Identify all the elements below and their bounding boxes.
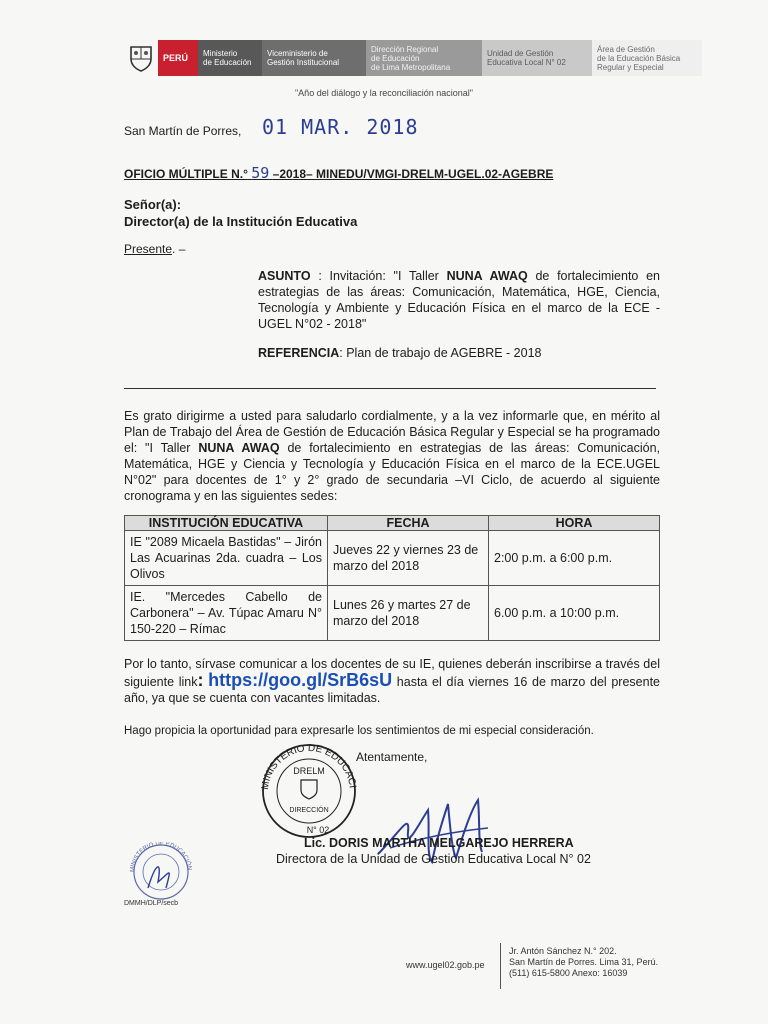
- ministry-block: Ministerio de Educación: [198, 40, 262, 76]
- body-paragraph-1: Es grato dirigirme a usted para saludarlo cordialmente, y a la vez informarle que, en mérito al Plan de Trabajo del Área de Gestión de Educación Básica Regular y Especial se ha programado el: "I Taller NUNA AWAQ de fortalecimiento en estrategias de las áreas: Comunicación, Matemática, HGE y Ciencia y Tecnología y Educación Física en el marco de la ECE.UGEL N°02" para docentes de 1° y 2° grado de secundaria –VI Ciclo, de acuerdo al siguiente cronograma y en las siguientes sedes:: [124, 409, 661, 503]
- regional-direction-block: Dirección Regional de Educación de Lima Metropolitana: [366, 40, 482, 76]
- salutation: Presente. –: [124, 242, 186, 256]
- body-paragraph-3: Hago propicia la oportunidad para expresarle los sentimientos de mi especial consideración.: [124, 725, 594, 737]
- subject-label: ASUNTO: [258, 269, 311, 283]
- table-header-row: [125, 516, 660, 531]
- vice-ministry-block: Viceministerio de Gestión Institucional: [262, 40, 366, 76]
- website[interactable]: www.ugel02.gob.pe: [406, 960, 485, 970]
- document-reference: OFICIO MÚLTIPLE N.° 59 –2018– MINEDU/VMGI-DRELM-UGEL.02-AGEBRE: [124, 164, 554, 182]
- date-stamp: 01 MAR. 2018: [262, 115, 419, 139]
- initials: DMMH/DLP/secb: [124, 900, 179, 907]
- subject-block: ASUNTO : Invitación: "I Taller NUNA AWAQ de fortalecimiento en estrategias de las áreas: Comunicación, Matemática, HGE, Ciencia, Tecnología y Ambiente y Educación Física en el marco de la ECE -UGEL N°02 - 2018": [258, 269, 661, 331]
- area-block: Área de Gestión de la Educación Básica Regular y Especial: [592, 40, 702, 76]
- table-row: IE. "Mercedes Cabello de Carbonera" – Av. Túpac Amaru N° 150-220 – Rímac Lunes 26 y martes 27 de marzo del 2018 6.00 p.m. a 10:00 p.m.: [125, 586, 660, 641]
- oficio-number: 59: [251, 164, 270, 182]
- year-motto: "Año del diálogo y la reconciliación nacional": [294, 88, 473, 98]
- official-seal: [254, 742, 364, 845]
- institutional-header: [124, 40, 702, 76]
- svg-text:MINISTERIO DE EDUCACIÓN: MINISTERIO DE EDUCACI: [259, 742, 358, 791]
- body-paragraph-2: Por lo tanto, sírvase comunicar a los docentes de su IE, quienes deberán inscribirse a través del siguiente link: https://goo.gl/SrB6sU hasta el día viernes 16 de marzo del presente año, ya que se cuenta con vacantes limitadas.: [124, 657, 660, 705]
- svg-text:MINISTERIO DE EDUCACIÓN: MINISTERIO DE EDUCACIÓN: [129, 842, 193, 873]
- signer-name: Lic. DORIS MARTHA MELGAREJO HERRERA: [304, 836, 574, 850]
- registration-link[interactable]: https://goo.gl/SrB6sU: [208, 670, 393, 690]
- divider: [124, 388, 656, 389]
- svg-text:N° 02: N° 02: [306, 825, 330, 835]
- ugel-block: Unidad de Gestión Educativa Local N° 02: [482, 40, 592, 76]
- place-line: San Martín de Porres,: [124, 124, 242, 138]
- closing: Atentamente,: [356, 750, 428, 764]
- col-header-time: HORA: [489, 516, 660, 531]
- address-block: Jr. Antón Sánchez N.° 202. San Martín de Porres. Lima 31, Perú. (511) 615-5800 Anexo: 16039: [509, 946, 659, 978]
- table-row: IE "2089 Micaela Bastidas" – Jirón Las Acuarinas 2da. cuadra – Los Olivos Jueves 22 y viernes 23 de marzo del 2018 2:00 p.m. a 6:00 p.m.: [125, 531, 660, 586]
- peru-coat-of-arms-icon: [124, 40, 158, 76]
- recipient: Señor(a): Director(a) de la Institución Educativa: [124, 197, 358, 229]
- svg-text:DRELM: DRELM: [293, 766, 325, 776]
- reference-line: REFERENCIA: Plan de trabajo de AGEBRE - 2018: [258, 346, 542, 360]
- col-header-date: FECHA: [328, 516, 489, 531]
- col-header-institution: INSTITUCIÓN EDUCATIVA: [125, 516, 328, 531]
- schedule-table: [124, 515, 660, 641]
- signer-title: Directora de la Unidad de Gestión Educativa Local N° 02: [276, 852, 591, 866]
- peru-label: PERÚ: [158, 40, 198, 76]
- footer-divider: [500, 943, 501, 989]
- small-seal: [126, 842, 196, 905]
- svg-text:DIRECCIÓN: DIRECCIÓN: [289, 807, 329, 814]
